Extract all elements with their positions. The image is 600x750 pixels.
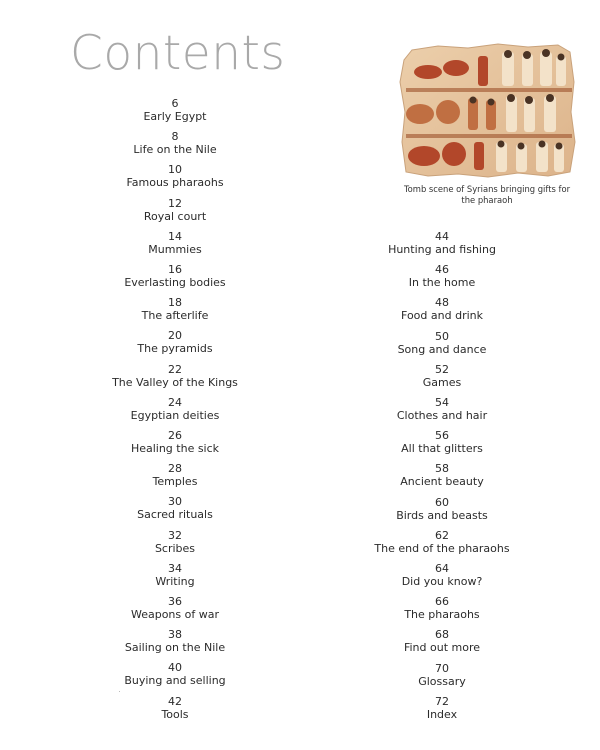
toc-page-number: 72 bbox=[435, 695, 449, 708]
toc-entry-title: Life on the Nile bbox=[133, 143, 217, 156]
toc-page-number: 66 bbox=[435, 595, 449, 608]
toc-entry bbox=[342, 529, 542, 555]
toc-page-number: 44 bbox=[435, 230, 449, 243]
toc-entry-title: Food and drink bbox=[401, 309, 483, 322]
toc-page-number: 8 bbox=[171, 130, 179, 143]
toc-entry-title: The afterlife bbox=[141, 309, 209, 322]
toc-entry bbox=[75, 363, 275, 389]
toc-entry-title: Find out more bbox=[403, 641, 481, 654]
toc-entry bbox=[75, 595, 275, 621]
toc-entry bbox=[342, 429, 542, 455]
toc-entry-title: Royal court bbox=[143, 210, 207, 223]
toc-entry bbox=[342, 662, 542, 688]
toc-entry bbox=[75, 628, 275, 654]
toc-entry-title: The pharaohs bbox=[404, 608, 480, 621]
toc-entry bbox=[342, 496, 542, 522]
toc-page-number: 56 bbox=[435, 429, 449, 442]
tomb-painting-illustration bbox=[398, 42, 576, 178]
toc-page-number: 14 bbox=[168, 230, 182, 243]
toc-entry bbox=[342, 562, 542, 588]
toc-entry-title: Birds and beasts bbox=[396, 509, 488, 522]
toc-entry bbox=[75, 429, 275, 455]
toc-entry-title: Buying and selling bbox=[124, 674, 226, 687]
toc-entry-title: Famous pharaohs bbox=[126, 176, 224, 189]
toc-entry bbox=[342, 595, 542, 621]
toc-entry-title: Everlasting bodies bbox=[124, 276, 226, 289]
toc-page-number: 68 bbox=[435, 628, 449, 641]
toc-page-number: 32 bbox=[168, 529, 182, 542]
toc-page-number: 20 bbox=[168, 329, 182, 342]
toc-entry bbox=[342, 363, 542, 389]
toc-page-number: 10 bbox=[168, 163, 182, 176]
toc-entry bbox=[75, 197, 275, 223]
toc-page-number: 36 bbox=[168, 595, 182, 608]
toc-entry-title: The pyramids bbox=[137, 342, 213, 355]
toc-page-number: 62 bbox=[435, 529, 449, 542]
toc-entry-title: Healing the sick bbox=[130, 442, 220, 455]
toc-page-number: 26 bbox=[168, 429, 182, 442]
toc-entry-title: Song and dance bbox=[397, 343, 487, 356]
toc-page-number: 6 bbox=[171, 97, 179, 110]
toc-entry bbox=[75, 495, 275, 521]
toc-entry bbox=[75, 130, 275, 156]
toc-entry-title: Temples bbox=[152, 475, 198, 488]
toc-entry-title: Early Egypt bbox=[143, 110, 207, 123]
toc-page-number: 34 bbox=[168, 562, 182, 575]
toc-entry bbox=[342, 628, 542, 654]
toc-entry-title: Ancient beauty bbox=[400, 475, 484, 488]
tomb-scene-image bbox=[398, 42, 576, 178]
toc-entry bbox=[342, 296, 542, 322]
toc-entry bbox=[75, 296, 275, 322]
toc-entry-title: The Valley of the Kings bbox=[112, 376, 238, 389]
toc-page-number: 22 bbox=[168, 363, 182, 376]
toc-page-number: 60 bbox=[435, 496, 449, 509]
toc-entry bbox=[75, 695, 275, 721]
toc-page-number: 18 bbox=[168, 296, 182, 309]
toc-entry bbox=[342, 330, 542, 356]
toc-page-number: 28 bbox=[168, 462, 182, 475]
toc-page-number: 52 bbox=[435, 363, 449, 376]
toc-page-number: 24 bbox=[168, 396, 182, 409]
page-title: Contents bbox=[70, 26, 286, 81]
toc-page-number: 38 bbox=[168, 628, 182, 641]
toc-entry-title: Did you know? bbox=[401, 575, 483, 588]
toc-entry-title: Hunting and fishing bbox=[388, 243, 496, 256]
image-caption: Tomb scene of Syrians bringing gifts for the pharaoh bbox=[403, 184, 571, 205]
toc-page-number: 58 bbox=[435, 462, 449, 475]
toc-entry-title: In the home bbox=[408, 276, 476, 289]
toc-entry bbox=[75, 529, 275, 555]
toc-page-number: 70 bbox=[435, 662, 449, 675]
toc-page-number: 12 bbox=[168, 197, 182, 210]
toc-entry bbox=[75, 329, 275, 355]
toc-entry-title: Weapons of war bbox=[130, 608, 219, 621]
toc-entry bbox=[75, 661, 275, 687]
toc-entry bbox=[75, 163, 275, 189]
toc-page-number: 48 bbox=[435, 296, 449, 309]
toc-page-number: 16 bbox=[168, 263, 182, 276]
toc-entry-title: Egyptian deities bbox=[130, 409, 220, 422]
toc-entry bbox=[75, 462, 275, 488]
toc-entry-title: Sailing on the Nile bbox=[124, 641, 226, 654]
toc-entry bbox=[342, 263, 542, 289]
toc-page-number: 64 bbox=[435, 562, 449, 575]
toc-page-number: 54 bbox=[435, 396, 449, 409]
toc-entry bbox=[75, 562, 275, 588]
toc-entry bbox=[342, 695, 542, 721]
toc-entry-title: Glossary bbox=[418, 675, 466, 688]
toc-page-number: 40 bbox=[168, 661, 182, 674]
toc-entry bbox=[75, 230, 275, 256]
speck bbox=[119, 691, 120, 692]
toc-entry bbox=[342, 396, 542, 422]
toc-entry-title: The end of the pharaohs bbox=[374, 542, 510, 555]
toc-page-number: 42 bbox=[168, 695, 182, 708]
toc-entry-title: Tools bbox=[161, 708, 189, 721]
toc-entry-title: All that glitters bbox=[401, 442, 483, 455]
toc-entry-title: Scribes bbox=[154, 542, 196, 555]
toc-entry-title: Mummies bbox=[148, 243, 202, 256]
toc-page-number: 30 bbox=[168, 495, 182, 508]
toc-entry bbox=[75, 97, 275, 123]
toc-entry bbox=[342, 230, 542, 256]
toc-entry-title: Sacred rituals bbox=[137, 508, 213, 521]
toc-entry-title: Index bbox=[426, 708, 458, 721]
toc-entry-title: Writing bbox=[155, 575, 195, 588]
toc-entry bbox=[342, 462, 542, 488]
toc-entry-title: Clothes and hair bbox=[396, 409, 488, 422]
toc-entry bbox=[75, 263, 275, 289]
toc-entry-title: Games bbox=[422, 376, 462, 389]
toc-page-number: 50 bbox=[435, 330, 449, 343]
toc-page-number: 46 bbox=[435, 263, 449, 276]
toc-entry bbox=[75, 396, 275, 422]
